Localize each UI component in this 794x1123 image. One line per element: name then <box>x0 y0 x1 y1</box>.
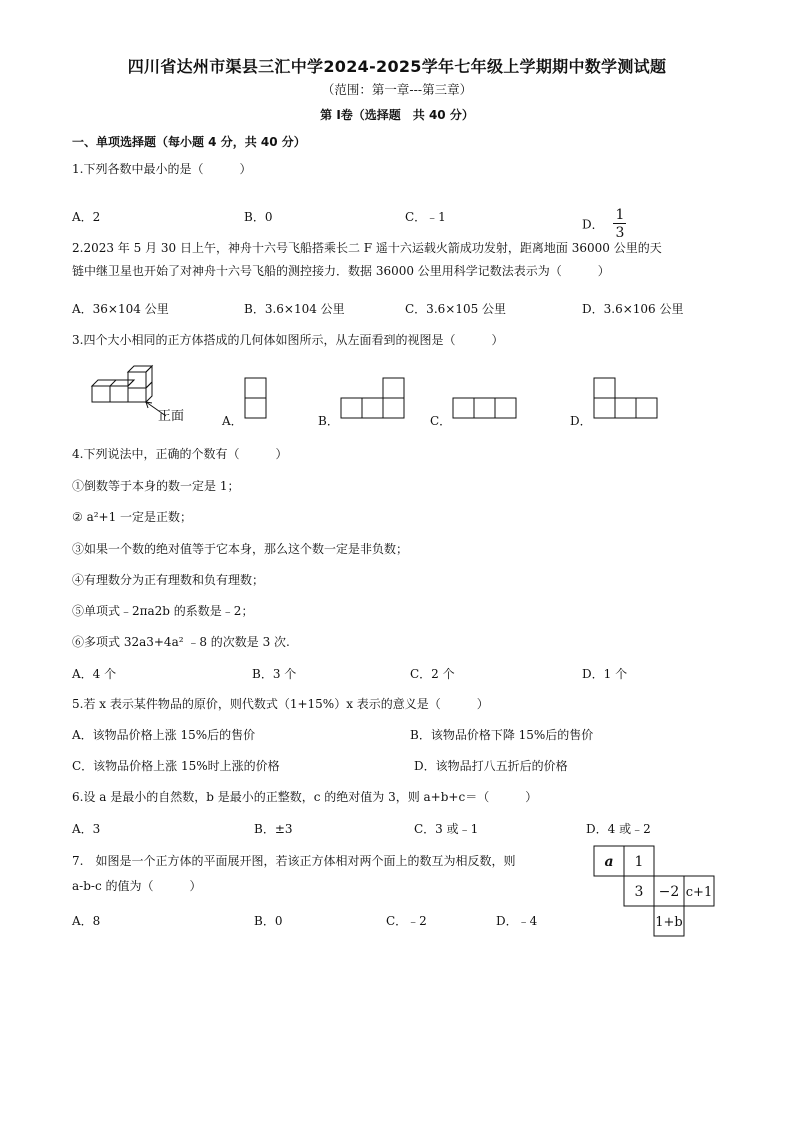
q2-option-d: D．3.6×106 公里 <box>582 302 684 316</box>
section-heading: 一、单项选择题（每小题 4 分，共 40 分） <box>72 135 306 149</box>
q4-statement-6: ⑥多项式 32a3+4a² ﹣8 的次数是 3 次. <box>72 635 290 649</box>
q7-cube-net <box>593 845 723 941</box>
fraction-denominator: 3 <box>615 225 625 241</box>
front-label: 正面 <box>158 409 185 424</box>
q7-option-a: A．8 <box>72 914 101 928</box>
q2-option-a: A．36×104 公里 <box>72 302 169 316</box>
q5-option-a: A．该物品价格上涨 15%后的售价 <box>72 728 256 742</box>
net-cell-c-plus-1: c+1 <box>685 885 713 900</box>
q3-stem: 3.四个大小相同的正方体搭成的几何体如图所示，从左面看到的视图是（ ） <box>72 333 504 347</box>
q4-statement-4: ④有理数分为正有理数和负有理数； <box>72 573 265 587</box>
q2-option-b: B．3.6×104 公里 <box>244 302 345 316</box>
q3-option-a-figure <box>244 377 268 421</box>
q6-option-a: A．3 <box>72 822 101 836</box>
q3-option-d-figure <box>593 377 659 421</box>
q7-option-b: B．0 <box>254 914 283 928</box>
q1-stem: 1.下列各数中最小的是（ ） <box>72 162 252 176</box>
q3-option-c: C． <box>430 414 452 428</box>
q4-option-c: C．2 个 <box>410 667 455 681</box>
q7-option-d: D．﹣4 <box>496 914 538 928</box>
q4-statement-5: ⑤单项式﹣2πa2b 的系数是﹣2； <box>72 604 254 618</box>
q7-stem-line1: 7. 如图是一个正方体的平面展开图，若该正方体相对两个面上的数互为相反数，则 <box>72 854 516 868</box>
net-cell-3: 3 <box>634 884 644 900</box>
q3-option-d: D． <box>570 414 592 428</box>
q5-option-c: C．该物品价格上涨 15%时上涨的价格 <box>72 759 280 773</box>
q7-option-c: C．﹣2 <box>386 914 427 928</box>
q4-statement-2: ② a²+1 一定是正数； <box>72 510 193 524</box>
q5-option-b: B．该物品价格下降 15%后的售价 <box>410 728 594 742</box>
q4-option-d: D．1 个 <box>582 667 628 681</box>
q3-option-b-figure <box>340 377 406 421</box>
q1-option-a: A．2 <box>72 210 101 224</box>
q6-stem: 6.设 a 是最小的自然数，b 是最小的正整数，c 的绝对值为 3，则 a+b+c＝（ ） <box>72 790 538 804</box>
q7-stem-line2: a-b-c 的值为（ ） <box>72 879 202 893</box>
q4-option-a: A．4 个 <box>72 667 117 681</box>
q5-option-d: D．该物品打八五折后的价格 <box>414 759 568 773</box>
net-cell-a: a <box>604 854 614 870</box>
q3-option-c-figure <box>452 397 518 421</box>
q1-option-d-label: D． <box>582 217 604 232</box>
fraction-numerator: 1 <box>615 207 625 223</box>
q3-option-a: A． <box>222 414 243 428</box>
q4-statement-3: ③如果一个数的绝对值等于它本身，那么这个数一定是非负数； <box>72 542 409 556</box>
q6-option-d: D．4 或﹣2 <box>586 822 651 836</box>
q6-option-c: C．3 或﹣1 <box>414 822 479 836</box>
volume-heading: 第 Ⅰ卷（选择题 共 40 分） <box>320 108 474 122</box>
q2-stem-line2: 链中继卫星也开始了对神舟十六号飞船的测控接力．数据 36000 公里用科学记数法表示为（ ） <box>72 264 610 278</box>
q4-statement-1: ①倒数等于本身的数一定是 1； <box>72 479 240 493</box>
q4-option-b: B．3 个 <box>252 667 297 681</box>
q1-option-b: B．0 <box>244 210 273 224</box>
q1-fraction <box>613 208 626 240</box>
net-cell-1: 1 <box>634 854 644 870</box>
net-cell-1-plus-b: 1+b <box>655 915 683 930</box>
q3-solid-figure <box>88 358 198 428</box>
q4-stem: 4.下列说法中，正确的个数有（ ） <box>72 447 288 461</box>
q1-option-c: C．﹣1 <box>405 210 446 224</box>
exam-range: （范围：第一章---第三章） <box>321 82 473 97</box>
page-title: 四川省达州市渠县三汇中学2024-2025学年七年级上学期期中数学测试题 <box>127 57 667 76</box>
q5-stem: 5.若 x 表示某件物品的原价，则代数式（1+15%）x 表示的意义是（ ） <box>72 697 489 711</box>
q2-stem-line1: 2.2023 年 5 月 30 日上午，神舟十六号飞船搭乘长二 F 遥十六运载火箭成功发射，距离地面 36000 公里的天 <box>72 241 662 255</box>
q2-option-c: C．3.6×105 公里 <box>405 302 507 316</box>
q1-option-d <box>582 208 626 240</box>
q6-option-b: B．±3 <box>254 822 293 836</box>
net-cell-neg2: −2 <box>658 884 680 900</box>
q3-option-b: B． <box>318 414 339 428</box>
